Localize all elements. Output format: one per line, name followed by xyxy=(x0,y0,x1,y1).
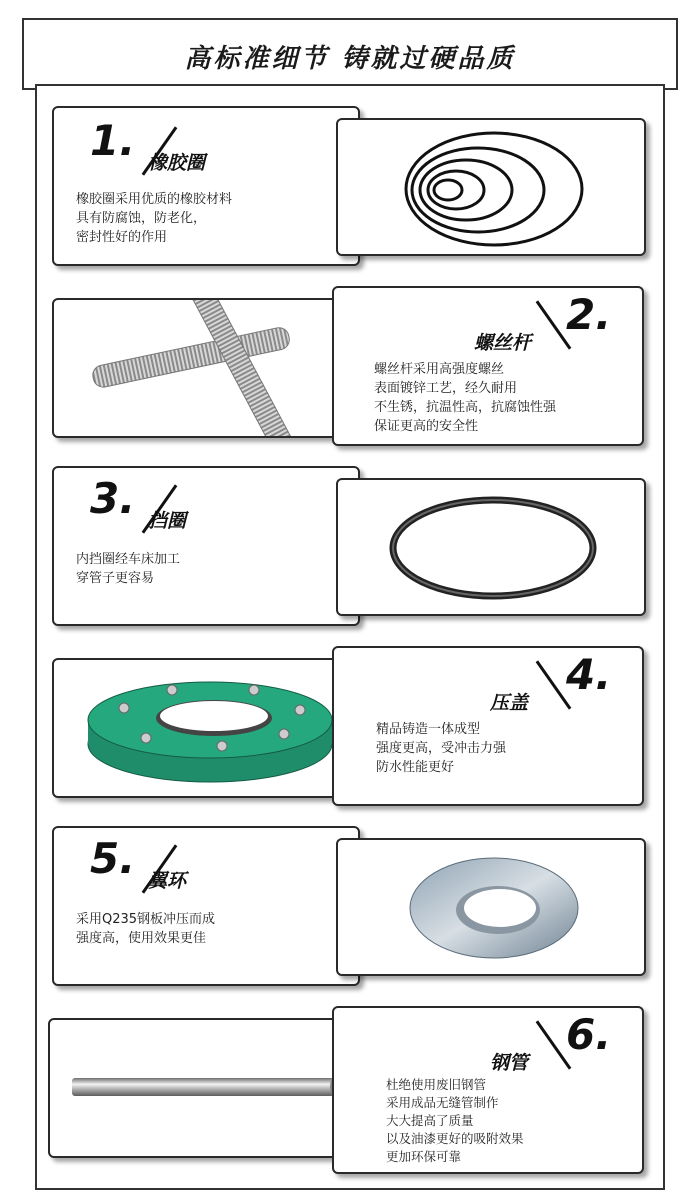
retaining-ring-icon xyxy=(338,480,646,616)
item-1-desc: 橡胶圈采用优质的橡胶材料 具有防腐蚀，防老化， 密封性好的作用 xyxy=(76,192,233,245)
item-6-image-card xyxy=(48,1018,360,1158)
item-2-image-card xyxy=(52,298,360,438)
item-5-title: 翼环 xyxy=(148,870,187,892)
item-2-desc: 螺丝杆采用高强度螺丝 表面镀锌工艺，经久耐用 不生锈，抗温性高，抗腐蚀性强 保证更高的安全性 xyxy=(374,362,557,434)
item-3-text-card xyxy=(52,466,360,626)
item-3-desc: 内挡圈经车床加工 穿管子更容易 xyxy=(76,552,181,586)
item-2-text-card xyxy=(332,286,644,446)
page-title: 高标准细节 铸就过硬品质 xyxy=(184,44,516,74)
item-5-image-card xyxy=(336,838,646,976)
item-5-number: 5. xyxy=(90,834,136,883)
item-5-desc: 采用Q235钢板冲压而成 强度高，使用效果更佳 xyxy=(76,912,216,946)
item-1-title: 橡胶圈 xyxy=(148,152,206,174)
wing-ring-icon xyxy=(338,840,646,976)
item-6-title: 钢管 xyxy=(490,1052,529,1074)
item-3-number: 3. xyxy=(90,474,136,523)
item-4-desc: 精品铸造一体成型 强度更高，受冲击力强 防水性能更好 xyxy=(376,722,507,775)
threaded-rods-icon xyxy=(54,300,360,438)
item-2-number: 2. xyxy=(566,290,612,339)
item-6-number: 6. xyxy=(566,1010,612,1059)
item-5-text-card xyxy=(52,826,360,986)
gland-flange-icon xyxy=(54,660,360,798)
item-6-text-card xyxy=(332,1006,644,1174)
item-2-title: 螺丝杆 xyxy=(474,332,532,354)
item-6-desc: 杜绝使用废旧钢管 采用成品无缝管制作 大大提高了质量 以及油漆更好的吸附效果 更加环保可靠 xyxy=(386,1077,524,1164)
item-1-number: 1. xyxy=(90,116,136,165)
item-4-image-card xyxy=(52,658,360,798)
rubber-rings-icon xyxy=(338,120,646,256)
item-3-image-card xyxy=(336,478,646,616)
item-4-number: 4. xyxy=(566,650,612,699)
item-1-image-card xyxy=(336,118,646,256)
item-4-title: 压盖 xyxy=(490,692,529,714)
item-4-text-card xyxy=(332,646,644,806)
steel-pipe-icon xyxy=(50,1020,360,1158)
item-3-title: 挡圈 xyxy=(148,510,187,532)
item-1-text-card xyxy=(52,106,360,266)
header-banner xyxy=(22,18,678,90)
